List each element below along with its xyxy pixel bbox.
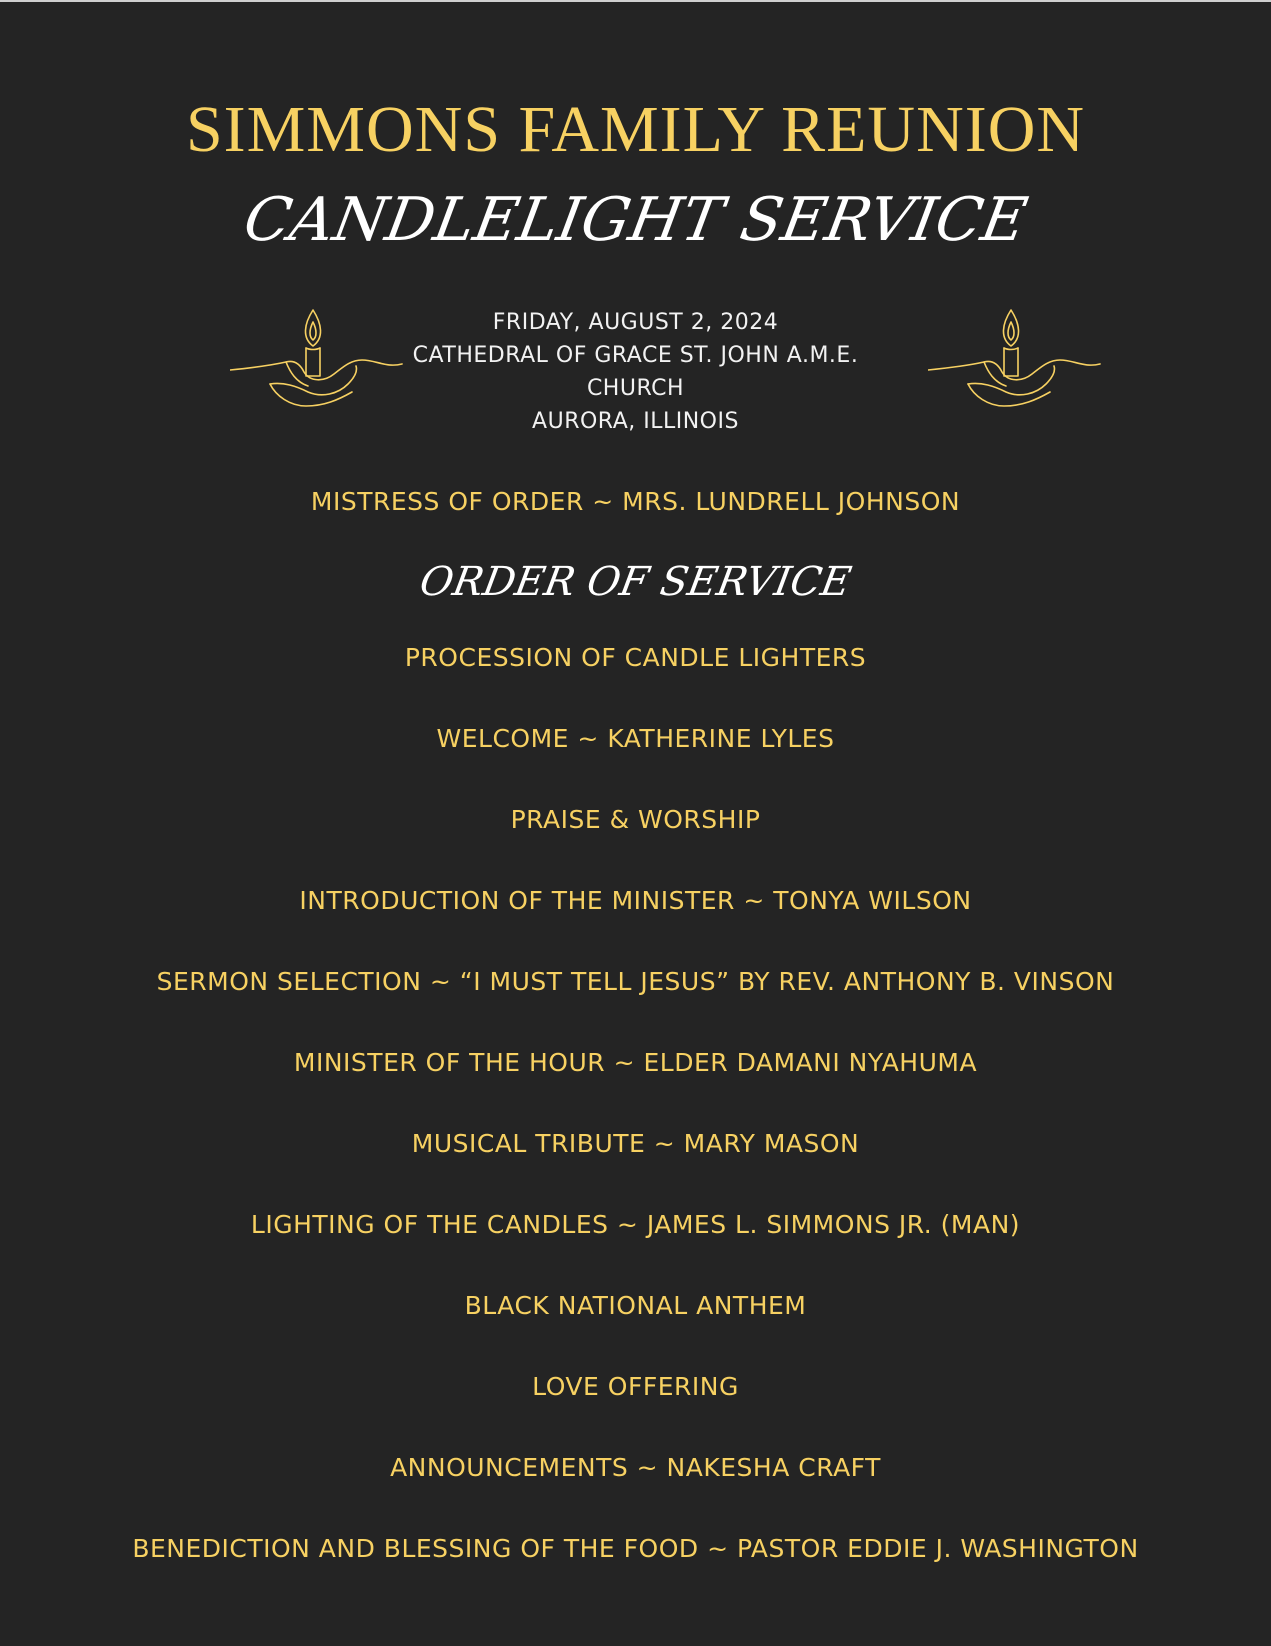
service-item-musical-tribute: MUSICAL TRIBUTE ~ MARY MASON (411, 1129, 860, 1158)
service-item-announcements: ANNOUNCEMENTS ~ NAKESHA CRAFT (390, 1453, 881, 1482)
mistress-of-order: MISTRESS OF ORDER ~ MRS. LUNDRELL JOHNSON (310, 487, 961, 516)
service-item-lighting-candles: LIGHTING OF THE CANDLES ~ JAMES L. SIMMONS JR. (MAN) (250, 1210, 1021, 1239)
service-item-minister-of-hour: MINISTER OF THE HOUR ~ ELDER DAMANI NYAHUMA (293, 1048, 978, 1077)
service-item-sermon-selection: SERMON SELECTION ~ “I MUST TELL JESUS” BY REV. ANTHONY B. VINSON (156, 967, 1115, 996)
service-item-procession: PROCESSION OF CANDLE LIGHTERS (404, 643, 867, 672)
event-info (0, 306, 1271, 438)
event-date: FRIDAY, AUGUST 2, 2024 (492, 310, 779, 335)
service-item-benediction: BENEDICTION AND BLESSING OF THE FOOD ~ PASTOR EDDIE J. WASHINGTON (132, 1534, 1139, 1563)
service-item-love-offering: LOVE OFFERING (532, 1372, 739, 1401)
event-location: AURORA, ILLINOIS (532, 409, 739, 434)
service-item-introduction: INTRODUCTION OF THE MINISTER ~ TONYA WILSON (299, 886, 972, 915)
event-venue-line1: CATHEDRAL OF GRACE ST. JOHN A.M.E. (412, 343, 859, 368)
order-of-service-heading: ORDER OF SERVICE (416, 559, 855, 605)
service-item-praise-worship: PRAISE & WORSHIP (510, 805, 761, 834)
service-item-national-anthem: BLACK NATIONAL ANTHEM (464, 1291, 807, 1320)
event-venue-line2: CHURCH (586, 376, 685, 401)
page-title: SIMMONS FAMILY REUNION (185, 93, 1086, 166)
page-subtitle: CANDLELIGHT SERVICE (238, 185, 1033, 255)
service-item-welcome: WELCOME ~ KATHERINE LYLES (436, 724, 835, 753)
